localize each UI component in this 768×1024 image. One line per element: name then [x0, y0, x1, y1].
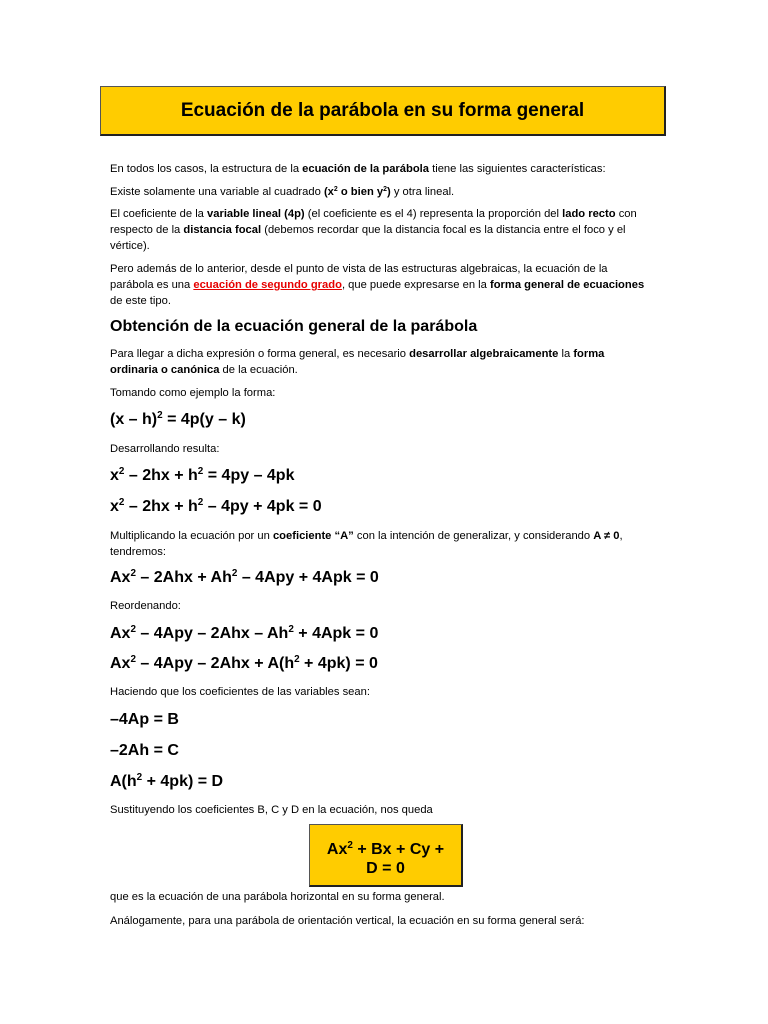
equation-multiplied	[110, 569, 379, 587]
equation-expanded-2	[110, 498, 322, 516]
intro-paragraph-1	[110, 161, 650, 177]
superscript: 2	[130, 568, 136, 580]
section-paragraph-1	[110, 346, 650, 378]
text: – 4Apy + 4Apk = 0	[237, 569, 379, 586]
equation-expanded-1	[110, 467, 294, 485]
section-paragraph-4	[110, 528, 650, 560]
equation-ordinary-form	[110, 411, 246, 429]
text: tiene las siguientes características:	[429, 163, 606, 175]
section-paragraph-8: que es la ecuación de una parábola horizontal en su forma general.	[110, 891, 445, 903]
text: – 2Ahx + Ah	[135, 569, 232, 586]
text: Ax	[110, 569, 131, 586]
text: – 4py + 4pk = 0	[203, 498, 322, 515]
page-title: Ecuación de la parábola en su forma general	[180, 100, 585, 121]
superscript: 2	[294, 654, 300, 666]
section-paragraph-5: Reordenando:	[110, 600, 181, 612]
section-paragraph-6: Haciendo que los coeficientes de las variables sean:	[110, 686, 370, 698]
text: En todos los casos, la estructura de la	[110, 163, 303, 175]
equation-reordered-1	[110, 625, 378, 643]
section-heading: Obtención de la ecuación general de la parábola	[110, 318, 478, 335]
equation-coefficient-b: –4Ap = B	[110, 711, 179, 728]
text: (debemos recordar que la distancia focal es la distancia entre el foco y el vértice).	[110, 224, 626, 252]
superscript: 2	[383, 185, 387, 193]
bold-text: A ≠ 0	[593, 530, 620, 542]
section-paragraph-7: Sustituyendo los coeficientes B, C y D en la ecuación, nos queda	[110, 804, 433, 816]
text: El coeficiente de la	[110, 208, 208, 220]
bold-text: forma general de ecuaciones	[489, 279, 645, 291]
text: – 4Apy – 2Ahx + A(h	[135, 655, 295, 672]
text: Ax	[326, 841, 348, 858]
bold-text: distancia focal	[183, 224, 262, 236]
superscript: 2	[333, 185, 338, 193]
text: )	[387, 186, 391, 198]
intro-paragraph-4	[110, 261, 650, 309]
text: + Bx + Cy +	[352, 841, 445, 858]
text: la	[558, 348, 574, 360]
superscript: 2	[118, 497, 125, 509]
equation-coefficient-c: –2Ah = C	[110, 742, 179, 759]
text: = 4p(y – k)	[162, 411, 246, 428]
text: + 4pk) = 0	[299, 655, 378, 672]
general-form-equation-box	[309, 824, 463, 887]
text: Ax	[110, 655, 131, 672]
text: x	[110, 467, 119, 484]
superscript: 2	[130, 654, 136, 666]
text: de la ecuación.	[219, 364, 298, 376]
superscript: 2	[231, 568, 238, 580]
superscript: 2	[118, 466, 125, 478]
bold-text	[324, 186, 391, 198]
text: , que puede expresarse en la	[341, 279, 490, 291]
text: , tendremos:	[110, 530, 623, 558]
text: Pero además de lo anterior, desde el punto de vista de las estructuras algebraicas, la ecuación de la parábola es una	[110, 263, 608, 291]
text: – 2hx + h	[124, 498, 198, 515]
text: A(h	[110, 773, 137, 790]
second-degree-equation-link[interactable]: ecuación de segundo grado	[193, 279, 342, 291]
text: = 4py – 4pk	[203, 467, 295, 484]
text: (el coeficiente es el 4) representa la proporción del	[304, 208, 563, 220]
text: y otra lineal.	[390, 186, 455, 198]
intro-paragraph-3	[110, 206, 650, 254]
superscript: 2	[130, 624, 136, 636]
section-paragraph-3: Desarrollando resulta:	[110, 443, 220, 455]
superscript: 2	[347, 840, 353, 852]
text: (x – h)	[110, 411, 158, 428]
bold-text: lado recto	[562, 208, 616, 220]
intro-paragraph-2	[110, 184, 650, 200]
equation-reordered-2	[110, 655, 378, 673]
bold-text: desarrollar algebraicamente	[409, 348, 559, 360]
superscript: 2	[197, 466, 204, 478]
title-box	[100, 86, 666, 136]
text: con la intención de generalizar, y considerando	[353, 530, 594, 542]
text: o bien y	[337, 186, 384, 198]
text: – 2hx + h	[124, 467, 198, 484]
section-paragraph-9: Análogamente, para una parábola de orientación vertical, la ecuación en su forma general será:	[110, 915, 585, 927]
superscript: 2	[136, 772, 143, 784]
text: (x	[323, 186, 334, 198]
bold-text: coeficiente “A”	[272, 530, 354, 542]
superscript: 2	[197, 497, 204, 509]
text: – 4Apy – 2Ahx – Ah	[135, 625, 289, 642]
section-paragraph-2: Tomando como ejemplo la forma:	[110, 387, 276, 399]
text: con respecto de la	[110, 208, 637, 236]
text: de este tipo.	[110, 295, 171, 307]
superscript: 2	[288, 624, 294, 636]
text: Para llegar a dicha expresión o forma general, es necesario	[110, 348, 410, 360]
text: x	[110, 498, 119, 515]
bold-text: forma ordinaria o canónica	[110, 348, 605, 376]
text: Existe solamente una variable al cuadrado	[110, 186, 324, 198]
general-form-equation-line-1	[310, 840, 461, 859]
text: + 4Apk = 0	[293, 625, 379, 642]
equation-coefficient-d	[110, 773, 223, 791]
bold-text: ecuación de la parábola	[302, 163, 429, 175]
superscript: 2	[157, 410, 163, 422]
bold-text: variable lineal (4p)	[207, 208, 305, 220]
text: + 4pk) = D	[142, 773, 224, 790]
general-form-equation-line-2: D = 0	[366, 860, 405, 877]
text: Ax	[110, 625, 131, 642]
text: Multiplicando la ecuación por un	[110, 530, 273, 542]
